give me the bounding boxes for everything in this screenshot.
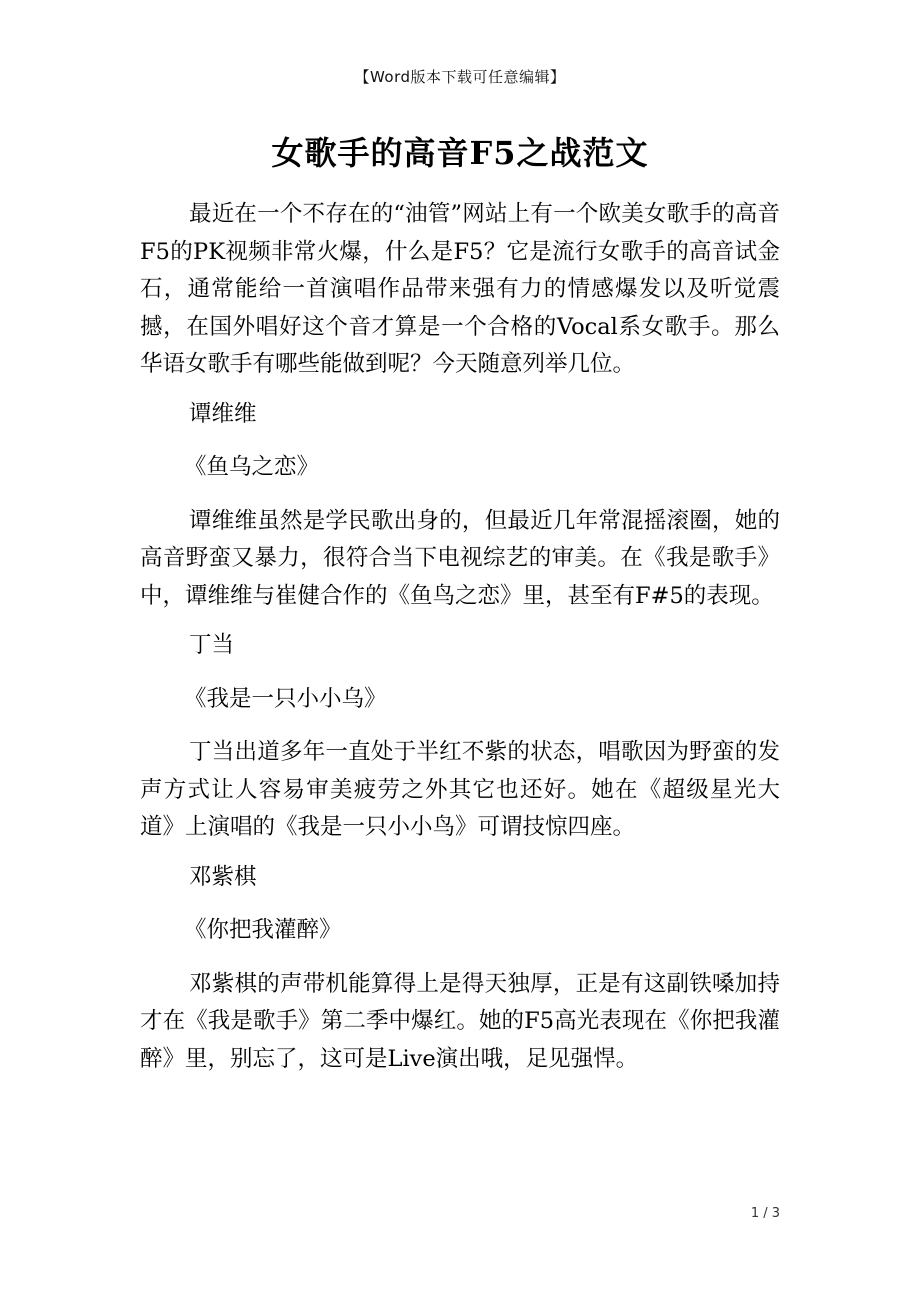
singer-name: 丁当 [189, 632, 235, 658]
song-title: 《鱼乌之恋》 [184, 454, 320, 480]
page-number: 1 / 3 [750, 1206, 780, 1221]
page-header: 【Word版本下载可任意编辑】 [354, 68, 566, 86]
singer-paragraph: 邓紫棋的声带机能算得上是得天独厚，正是有这副铁嗓加持才在《我是歌手》第二季中爆红。她的F5高光表现在《你把我灌醉》里，别忘了，这可是Live演出哦，足见强悍。 [140, 970, 780, 1072]
singer-paragraph: 谭维维虽然是学民歌出身的，但最近几年常混摇滚圈，她的高音野蛮又暴力，很符合当下电视综艺的审美。在《我是歌手》中，谭维维与崔健合作的《鱼鸟之恋》里，甚至有F#5的表现。 [140, 507, 780, 609]
document-title: 女歌手的高音F5之战范文 [271, 134, 649, 172]
singer-name: 谭维维 [189, 400, 257, 427]
singer-paragraph: 丁当出道多年一直处于半红不紫的状态，唱歌因为野蛮的发声方式让人容易审美疲劳之外其它也还好。她在《超级星光大道》上演唱的《我是一只小小鸟》可谓技惊四座。 [140, 739, 780, 840]
song-title: 《你把我灌醉》 [184, 917, 342, 943]
document-body [140, 196, 780, 1090]
song-title: 《我是一只小小乌》 [184, 685, 387, 712]
intro-paragraph: 最近在一个不存在的“油管”网站上有一个欧美女歌手的高音F5的PK视频非常火爆，什么是F5？它是流行女歌手的高音试金石，通常能给一首演唱作品带来强有力的情感爆发以及听觉震撼，在国外唱好这个音才算是一个合格的Vocal系女歌手。那么华语女歌手有哪些能做到呢？今天随意列举几位。 [140, 201, 780, 377]
singer-name: 邓紫棋 [189, 863, 257, 890]
